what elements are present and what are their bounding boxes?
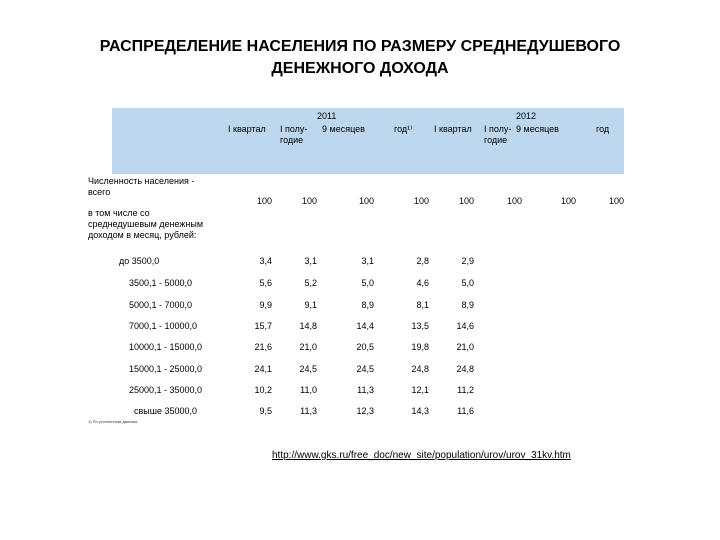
col-header-2: I полу- годие <box>280 124 308 145</box>
row-value: 8,9 <box>361 300 374 310</box>
row-value: 5,2 <box>304 278 317 288</box>
row-value: 14,3 <box>411 406 429 416</box>
row-value: 2,9 <box>461 256 474 266</box>
row-value: 21,0 <box>299 342 317 352</box>
income-distribution-table <box>88 108 624 428</box>
row-value: 24,1 <box>254 364 272 374</box>
col-header-7: 9 месяцев <box>516 124 559 134</box>
row-value: 8,1 <box>416 300 429 310</box>
row-value: 13,5 <box>411 321 429 331</box>
col-header-6: I полу- годие <box>484 124 512 145</box>
total-value: 100 <box>560 196 576 206</box>
year-2012: 2012 <box>516 111 537 121</box>
total-value: 100 <box>506 196 522 206</box>
row-value: 9,9 <box>259 300 272 310</box>
col-header-5: I квартал <box>434 124 472 134</box>
title-line-2: ДЕНЕЖНОГО ДОХОДА <box>271 60 449 77</box>
row-label: 10000,1 - 15000,0 <box>129 342 203 352</box>
row-value: 11,6 <box>457 406 474 416</box>
row-label: 7000,1 - 10000,0 <box>129 321 198 331</box>
row-value: 3,4 <box>259 256 272 266</box>
row-value: 5,0 <box>461 278 474 288</box>
row-value: 11,3 <box>357 385 374 395</box>
total-value: 100 <box>358 196 374 206</box>
row-value: 20,5 <box>356 342 374 352</box>
row-value: 24,5 <box>299 364 317 374</box>
row-label: до 3500,0 <box>119 256 160 266</box>
col-header-3: 9 месяцев <box>322 124 365 134</box>
table-header-background <box>112 108 624 174</box>
col-header-8: год <box>596 124 610 134</box>
row-value: 2,8 <box>416 256 429 266</box>
row-value: 15,7 <box>254 321 272 331</box>
source-link[interactable]: http://www.gks.ru/free_doc/new_site/population/urov/urov_31kv.htm <box>272 450 571 461</box>
col-header-4: год¹⁾ <box>394 124 413 134</box>
row-value: 12,1 <box>411 385 429 395</box>
year-2011: 2011 <box>317 111 337 121</box>
row-value: 9,1 <box>304 300 317 310</box>
title-line-1: РАСПРЕДЕЛЕНИЕ НАСЕЛЕНИЯ ПО РАЗМЕРУ СРЕДНЕДУШЕВОГО <box>99 38 621 55</box>
row-value: 24,8 <box>456 364 474 374</box>
row-value: 12,3 <box>356 406 374 416</box>
row-value: 10,2 <box>254 385 272 395</box>
row-value: 5,0 <box>361 278 374 288</box>
total-value: 100 <box>458 196 474 206</box>
row-value: 4,6 <box>416 278 429 288</box>
col-header-1: I квартал <box>228 124 266 134</box>
row-value: 24,5 <box>356 364 374 374</box>
row-label: 3500,1 - 5000,0 <box>129 278 193 288</box>
row-label: свыше 35000,0 <box>134 406 198 416</box>
row-value: 8,9 <box>461 300 474 310</box>
total-value: 100 <box>256 196 272 206</box>
row-value: 3,1 <box>361 256 374 266</box>
row-value: 14,8 <box>299 321 317 331</box>
row-value: 21,0 <box>456 342 474 352</box>
row-value: 11,3 <box>300 406 317 416</box>
footnote: 1) По уточненным данным <box>88 419 138 424</box>
row-value: 21,6 <box>254 342 272 352</box>
row-value: 9,5 <box>259 406 272 416</box>
row-value: 24,8 <box>411 364 429 374</box>
total-value: 100 <box>301 196 317 206</box>
total-row-label: Численность населения - всего <box>88 176 195 197</box>
row-value: 19,8 <box>411 342 429 352</box>
row-value: 3,1 <box>304 256 317 266</box>
row-label: 25000,1 - 35000,0 <box>129 385 203 395</box>
row-value: 14,6 <box>456 321 474 331</box>
row-label: 15000,1 - 25000,0 <box>129 364 203 374</box>
row-value: 11,2 <box>457 385 474 395</box>
group-label: в том числе со среднедушевым денежным доходом в месяц, рублей: <box>88 208 204 240</box>
total-value: 100 <box>413 196 429 206</box>
row-value: 14,4 <box>356 321 374 331</box>
row-label: 5000,1 - 7000,0 <box>129 300 193 310</box>
row-value: 11,0 <box>300 385 317 395</box>
row-value: 5,6 <box>259 278 272 288</box>
total-value: 100 <box>608 196 624 206</box>
page-title <box>0 36 720 80</box>
